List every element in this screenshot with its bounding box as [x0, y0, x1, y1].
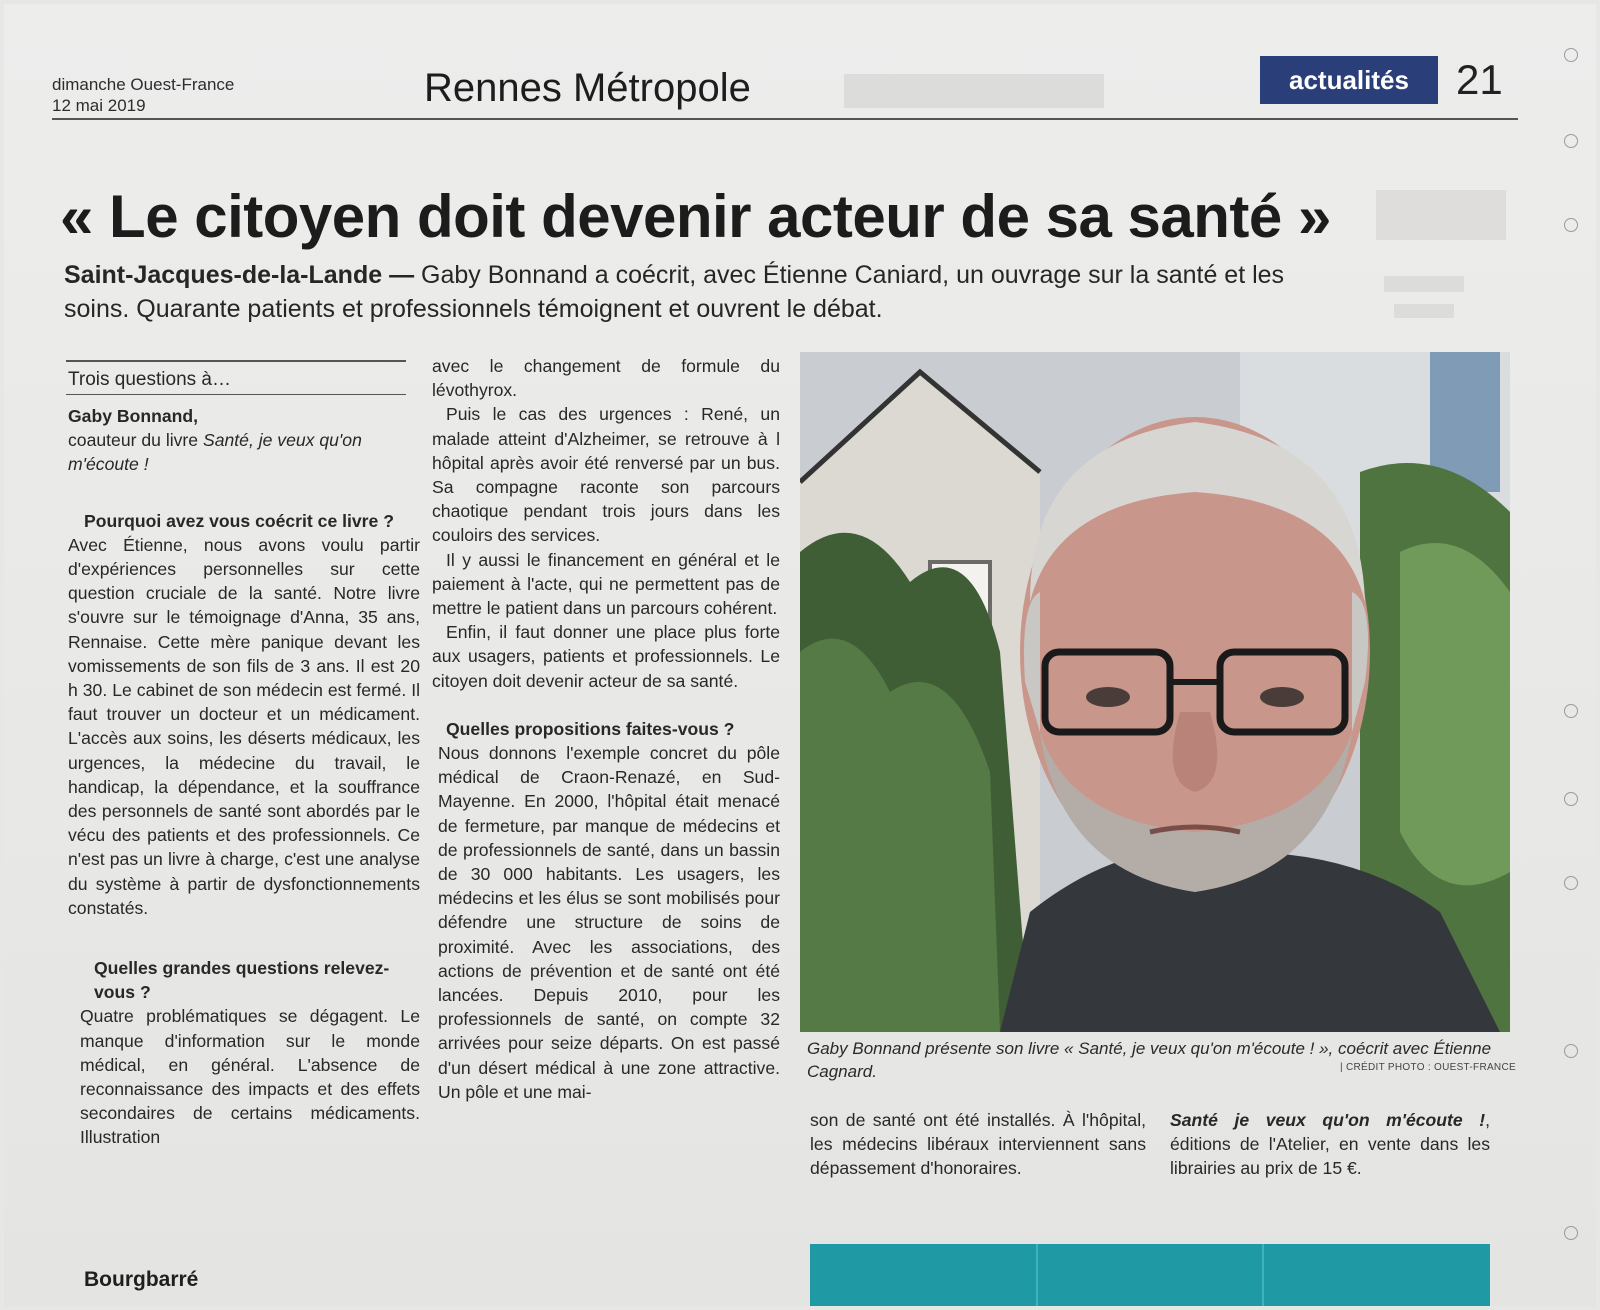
portrait-image	[800, 352, 1510, 1032]
answer-3: Nous donnons l'exemple concret du pôle médical de Craon-Renazé, en Sud-Mayenne. En 2000, l'hôpital était menacé de fermeture, par manque de médecins et de professionnels de santé, dans un bassin de 30 000 habitants. Les usagers, les médecins et les élus se sont mobilisés pour défendre une structure de soins de proximité. Avec les associations, des actions de prévention et de santé ont été lancées. Depuis 2010, pour les professionnels de santé, on compte 32 arrivées pour seize départs. On est passé d'un désert médical à une zone attractive. Un pôle et une mai-	[438, 743, 780, 1102]
dateline-date: 12 mai 2019	[52, 96, 146, 115]
column-2	[432, 354, 780, 1104]
binder-hole	[1564, 134, 1578, 148]
dateline	[52, 74, 234, 116]
binder-hole	[1564, 792, 1578, 806]
masthead-rule	[52, 118, 1518, 120]
interviewee-role	[68, 428, 420, 476]
binder-hole	[1564, 1226, 1578, 1240]
page-number: 21	[1456, 56, 1503, 103]
interviewee-name: Gaby Bonnand,	[68, 406, 199, 426]
book-title: Santé je veux qu'on m'écoute !	[1170, 1110, 1486, 1130]
bleed-through-shape	[844, 74, 1104, 108]
next-article-town: Bourgbarré	[84, 1268, 199, 1291]
ad-divider	[1036, 1244, 1038, 1306]
binder-hole	[1564, 876, 1578, 890]
answer-1: Avec Étienne, nous avons voulu partir d'expériences personnelles sur cette question cruciale de la santé. Notre livre s'ouvre sur le témoignage d'Anna, 35 ans, Rennaise. Cette mère panique devant les vomissements de son fils de 3 ans. Il est 20 h 30. Le cabinet de son médecin est fermé. Il faut trouver un docteur et un médicament. L'accès aux soins, les déserts médicaux, les urgences, la médecine du travail, le handicap, la dépendance, et la souffrance des personnels de santé sont abordés par le vécu des patients et des professionnels. Ce n'est pas un livre à charge, c'est une analyse du système à partir de dysfonctionnements constatés.	[68, 534, 420, 918]
lede-place: Saint-Jacques-de-la-Lande —	[64, 261, 415, 289]
interviewee-book-title: Santé, je veux qu'on m'écoute !	[68, 430, 362, 475]
column-2-paragraph-4: Enfin, il faut donner une place plus forte aux usagers, patients et professionnels. Le citoyen doit devenir acteur de sa santé.	[432, 622, 780, 691]
dateline-day: dimanche Ouest-France	[52, 75, 235, 94]
question-2: Quelles grandes questions relevez-vous ?	[94, 958, 390, 1003]
book-info-box	[1170, 1108, 1490, 1181]
interview-label: Trois questions à…	[68, 369, 231, 390]
lede	[64, 258, 1354, 326]
answer-2: Quatre problématiques se dégagent. Le manque d'information sur le monde médical, en général. L'absence de reconnaissance des impacts et des effets secondaires de certains médicaments. Illustration	[80, 1006, 420, 1148]
book-info	[1170, 1108, 1490, 1181]
book-details: , éditions de l'Atelier, en vente dans les librairies au prix de 15 €.	[1170, 1110, 1490, 1179]
binder-hole	[1564, 48, 1578, 62]
interview-rule-top	[66, 360, 406, 362]
column-2-paragraph-2: Puis le cas des urgences : René, un malade atteint d'Alzheimer, se retrouve à l hôpital après avoir été renversé par un bus. Sa compagne raconte son parcours chaotique pendant trois jours dans les couloirs des services.	[432, 404, 780, 546]
advertisement-block	[810, 1244, 1490, 1306]
binder-hole	[1564, 704, 1578, 718]
column-2-paragraph-1: avec le changement de formule du lévothyrox.	[432, 356, 780, 401]
photo-credit: | CRÉDIT PHOTO : OUEST-FRANCE	[1340, 1062, 1516, 1073]
bleed-through-shape	[1394, 304, 1454, 318]
bleed-through-shape	[1376, 190, 1506, 240]
section-badge: actualités	[1260, 56, 1438, 104]
binder-hole	[1564, 218, 1578, 232]
newspaper-page	[4, 4, 1596, 1306]
binder-hole	[1564, 1044, 1578, 1058]
question-3: Quelles propositions faites-vous ?	[446, 718, 735, 739]
photo-caption: Gaby Bonnand présente son livre « Santé, je veux qu'on m'écoute ! », coécrit avec Étienne Cagnard.	[807, 1039, 1492, 1081]
article-photo	[800, 352, 1510, 1032]
bleed-through-shape	[1384, 276, 1464, 292]
column-3	[810, 1108, 1146, 1181]
ad-divider	[1262, 1244, 1264, 1306]
column-3-paragraph: son de santé ont été installés. À l'hôpital, les médecins libéraux interviennent sans dépassement d'honoraires.	[810, 1110, 1146, 1179]
section-title: Rennes Métropole	[424, 66, 751, 110]
interview-rule-bottom	[66, 394, 406, 395]
headline: « Le citoyen doit devenir acteur de sa santé »	[60, 183, 1331, 250]
interviewee-role-prefix: coauteur du livre	[68, 430, 203, 451]
column-1	[68, 404, 420, 1150]
question-1: Pourquoi avez vous coécrit ce livre ?	[84, 510, 394, 531]
lede-text: Gaby Bonnand a coécrit, avec Étienne Caniard, un ouvrage sur la santé et les soins. Quarante patients et professionnels témoignent et ouvrent le débat.	[64, 261, 1285, 323]
column-2-paragraph-3: Il y aussi le financement en général et le paiement à l'acte, qui ne permettent pas de mettre le patient dans un parcours cohérent.	[432, 549, 780, 619]
